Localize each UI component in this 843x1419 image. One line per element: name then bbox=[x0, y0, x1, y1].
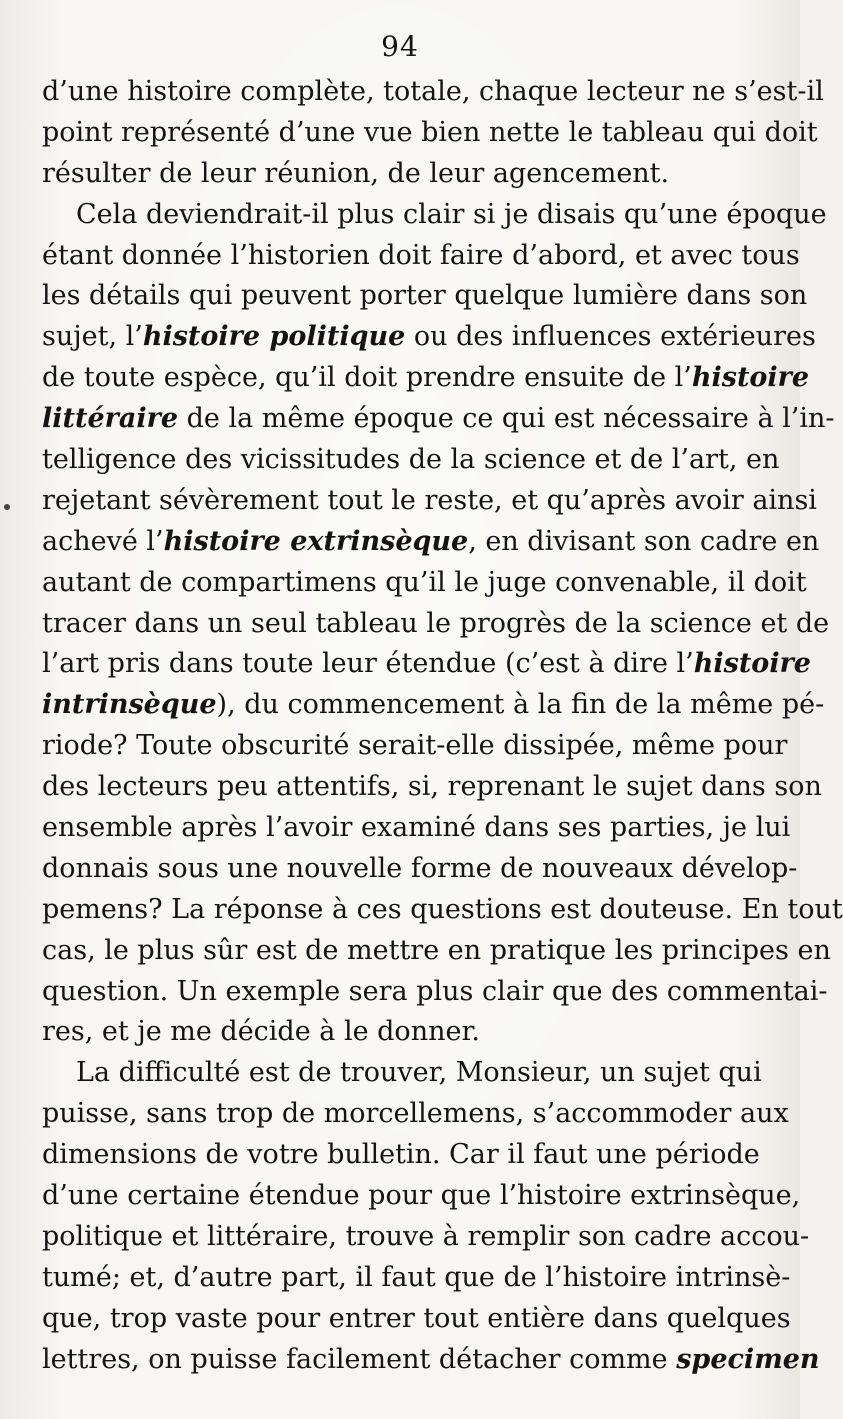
text-segment: ensemble après l’avoir examiné dans ses parties, je lui bbox=[42, 812, 791, 844]
text-line bbox=[42, 685, 825, 726]
text-segment: des lecteurs peu attentifs, si, reprenant le sujet dans son bbox=[42, 771, 822, 803]
text-line bbox=[42, 317, 816, 358]
text-segment: l’art pris dans toute leur étendue (c’est à dire l’ bbox=[42, 648, 694, 680]
italic-phrase: intrinsèque bbox=[42, 689, 217, 721]
text-line bbox=[42, 195, 827, 236]
text-line bbox=[42, 276, 808, 317]
page-number: 94 bbox=[381, 30, 419, 63]
text-segment: d’une certaine étendue pour que l’histoire extrinsèque, bbox=[42, 1180, 801, 1212]
text-segment: question. Un exemple sera plus clair que des commentai- bbox=[42, 975, 828, 1007]
text-line bbox=[42, 522, 820, 563]
text-line bbox=[42, 808, 791, 849]
text-line bbox=[42, 1176, 801, 1217]
margin-mark bbox=[4, 504, 10, 510]
text-line bbox=[42, 931, 831, 972]
text-line bbox=[42, 604, 830, 645]
text-segment: autant de compartimens qu’il le juge convenable, il doit bbox=[42, 566, 807, 598]
text-segment: telligence des vicissitudes de la science et de l’art, en bbox=[42, 444, 780, 476]
text-segment: de la même époque ce qui est nécessaire à l’in- bbox=[178, 403, 835, 435]
italic-phrase: histoire extrinsèque bbox=[163, 525, 469, 557]
text-line bbox=[42, 236, 800, 277]
text-segment: résulter de leur réunion, de leur agencement. bbox=[42, 157, 670, 189]
text-segment: politique et littéraire, trouve à remplir son cadre accou- bbox=[42, 1220, 810, 1252]
text-line bbox=[42, 1258, 791, 1299]
body-text bbox=[42, 72, 843, 1381]
italic-phrase: histoire bbox=[691, 362, 810, 394]
text-line bbox=[42, 1135, 758, 1176]
text-line bbox=[42, 972, 828, 1013]
text-segment: achevé l’ bbox=[42, 525, 164, 557]
text-line bbox=[42, 644, 811, 685]
text-line bbox=[42, 849, 798, 890]
text-segment: tracer dans un seul tableau le progrès de la science et de bbox=[42, 607, 830, 639]
text-line bbox=[42, 154, 758, 195]
text-line bbox=[42, 440, 780, 481]
italic-phrase: histoire politique bbox=[142, 321, 406, 353]
text-line bbox=[42, 72, 824, 113]
text-segment: riode? Toute obscurité serait-elle dissipée, même pour bbox=[42, 730, 788, 762]
text-line bbox=[42, 481, 817, 522]
italic-phrase: littéraire bbox=[42, 403, 179, 435]
text-line bbox=[42, 890, 843, 931]
text-line bbox=[42, 358, 810, 399]
italic-phrase: histoire bbox=[693, 648, 811, 680]
text-line bbox=[42, 1012, 758, 1053]
text-segment: , en divisant son cadre en bbox=[468, 525, 820, 557]
text-line bbox=[42, 563, 807, 604]
text-segment: pemens? La réponse à ces questions est douteuse. En tout bbox=[42, 893, 843, 925]
text-segment: tumé; et, d’autre part, il faut que de l’histoire intrinsè- bbox=[42, 1261, 791, 1293]
text-line bbox=[42, 1053, 762, 1094]
text-segment: point représenté d’une vue bien nette le tableau qui doit bbox=[42, 116, 818, 148]
text-segment: ), du commencement à la fin de la même pé- bbox=[216, 689, 825, 721]
text-segment: que, trop vaste pour entrer tout entière dans quelques bbox=[42, 1302, 791, 1334]
text-line bbox=[42, 1094, 789, 1135]
text-segment: Cela deviendrait-il plus clair si je disais qu’une époque bbox=[76, 198, 827, 230]
text-line bbox=[42, 1299, 791, 1340]
text-segment: ou des influences extérieures bbox=[405, 321, 816, 353]
text-segment: cas, le plus sûr est de mettre en pratique les principes en bbox=[42, 934, 831, 966]
text-segment: étant donnée l’historien doit faire d’abord, et avec tous bbox=[42, 239, 800, 271]
italic-phrase: specimen bbox=[676, 1343, 820, 1375]
text-segment: sujet, l’ bbox=[42, 321, 143, 353]
text-segment: de toute espèce, qu’il doit prendre ensuite de l’ bbox=[42, 362, 692, 394]
text-segment: d’une histoire complète, totale, chaque lecteur ne s’est-il bbox=[42, 76, 824, 107]
text-segment: donnais sous une nouvelle forme de nouveaux dévelop- bbox=[42, 852, 798, 884]
text-line bbox=[42, 1217, 810, 1258]
text-segment: rejetant sévèrement tout le reste, et qu’après avoir ainsi bbox=[42, 484, 817, 516]
text-segment: res, et je me décide à le donner. bbox=[42, 1016, 480, 1048]
text-line bbox=[42, 1340, 820, 1381]
text-segment: dimensions de votre bulletin. Car il faut une période bbox=[42, 1139, 760, 1171]
text-line bbox=[42, 399, 835, 440]
text-line bbox=[42, 113, 818, 154]
text-line bbox=[42, 726, 788, 767]
text-segment: les détails qui peuvent porter quelque lumière dans son bbox=[42, 280, 808, 312]
text-segment: puisse, sans trop de morcellemens, s’accommoder aux bbox=[42, 1098, 789, 1130]
text-segment: lettres, on puisse facilement détacher comme bbox=[42, 1343, 677, 1375]
text-line bbox=[42, 767, 822, 808]
text-segment: La difficulté est de trouver, Monsieur, un sujet qui bbox=[76, 1057, 762, 1089]
